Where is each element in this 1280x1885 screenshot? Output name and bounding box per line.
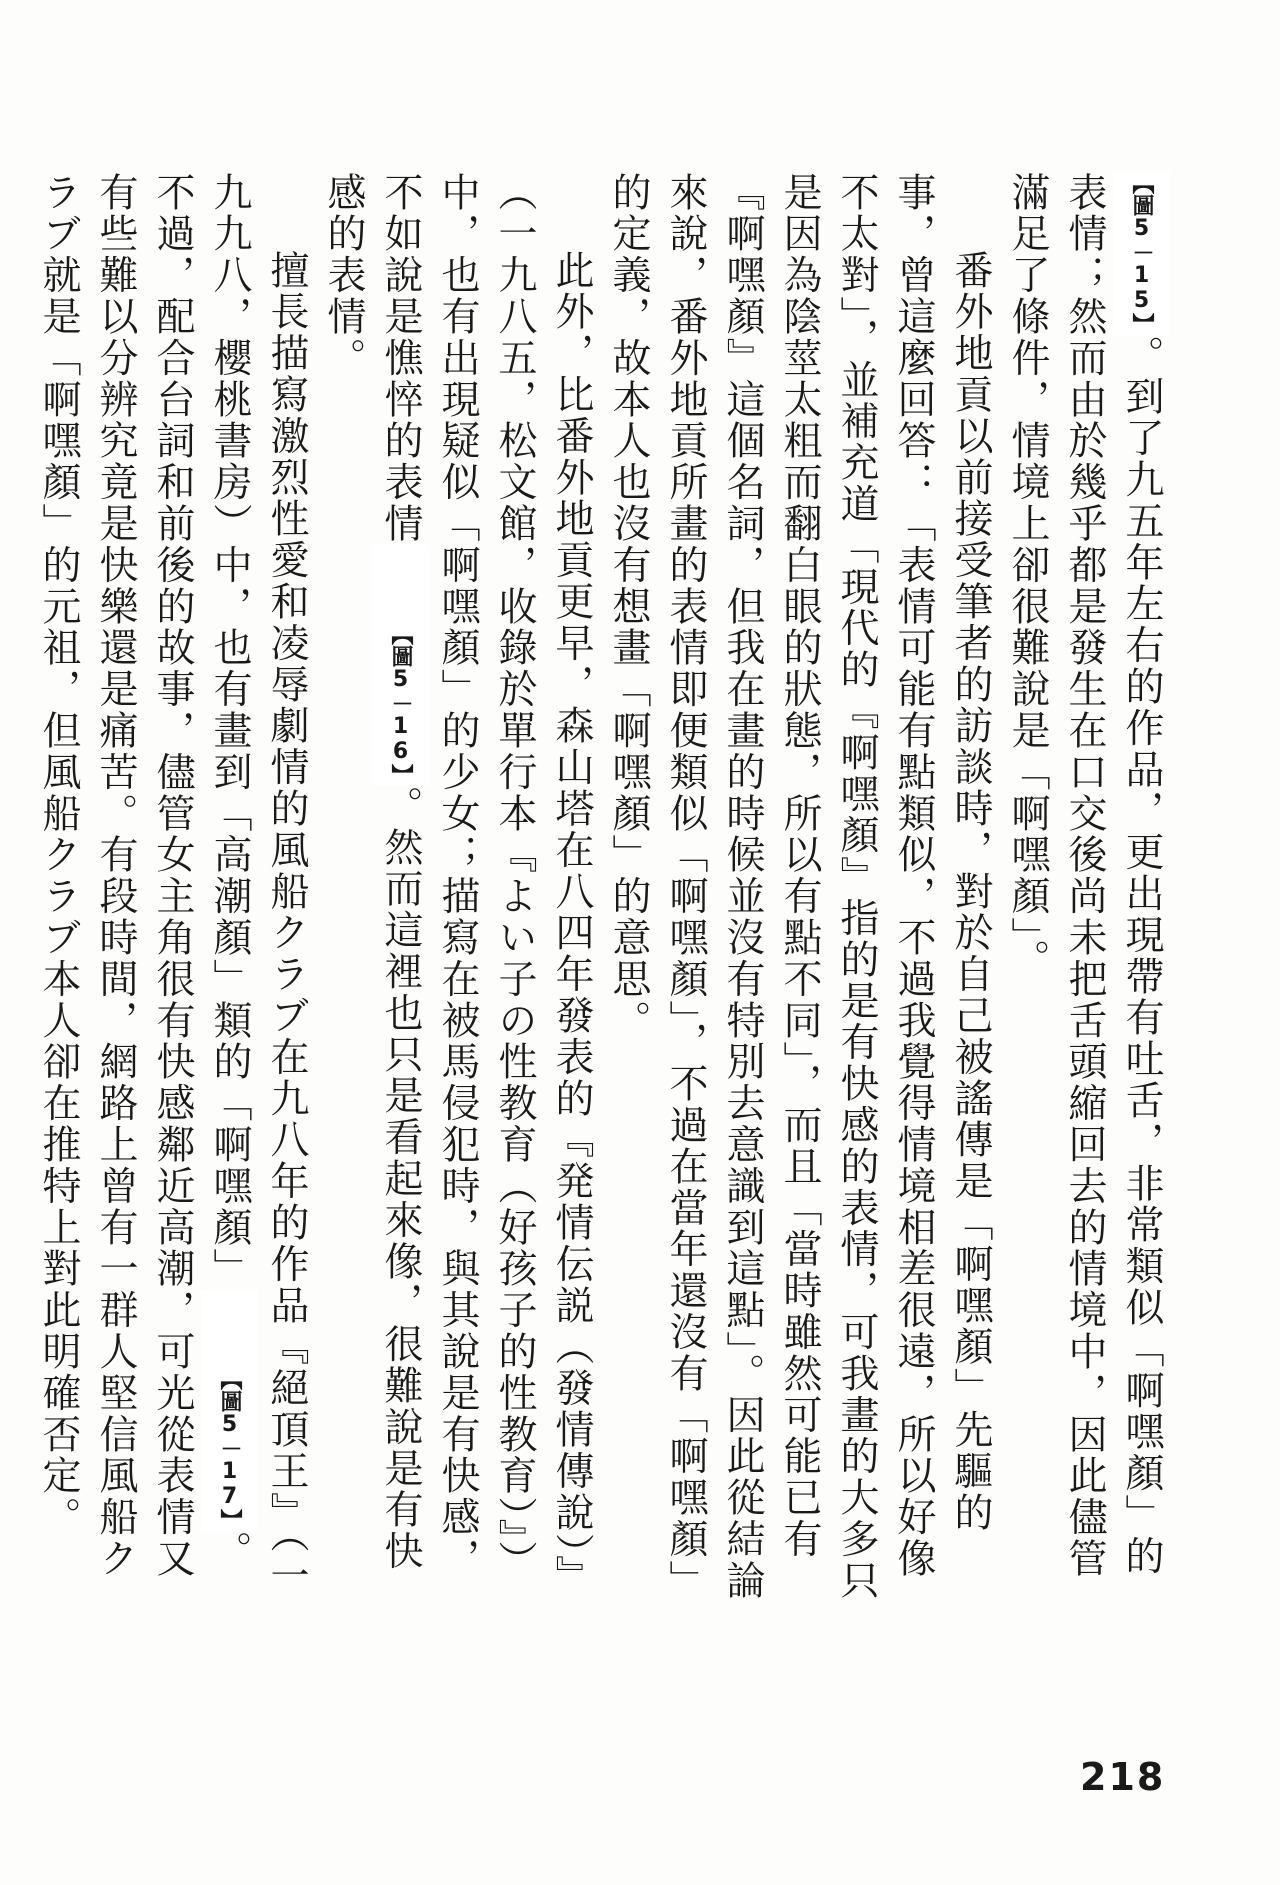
- paragraph: [315, 172, 600, 1612]
- paragraph: [999, 172, 1170, 1612]
- figure-reference: 【圖5－15】: [1113, 172, 1170, 335]
- paragraph-text: 。不過，配合台詞和前後的故事，儘管女主角很有快感鄰近高潮，可光從表情又有些難以分辨究竟是快樂還是痛苦。有段時間，網路上曾有一群人堅信風船クラブ就是「啊嘿顏」的元祖，但風船クラブ本人卻在推特上對此明確否定。: [36, 172, 252, 1580]
- paragraph-text: 。到了九五年左右的作品，更出現帶有吐舌，非常類似「啊嘿顏」的表情；然而由於幾乎都是發生在口交後尚未把舌頭縮回去的情境中，因此儘管滿足了條件，情境上卻很難說是「啊嘿顏」。: [1005, 172, 1164, 1580]
- paragraph-text: 此外，比番外地貢更早，森山塔在八四年發表的『発情伝説（發情傳說）』（一九八五，松文館，收錄於單行本『よい子の性教育（好孩子的性教育）』）中，也有出現疑似「啊嘿顏」的少女；描寫在被馬侵犯時，與其說是有快感，不如說是憔悴的表情: [378, 172, 594, 1597]
- paragraph-text: 擅長描寫激烈性愛和凌辱劇情的風船クラブ在九八年的作品『絕頂王』（一九九八，櫻桃書房）中，也有畫到「高潮顏」類的「啊嘿顏」: [207, 172, 309, 1597]
- vertical-text-body: [36, 172, 1170, 1612]
- paragraph-text: 。然而這裡也只是看起來像，很難說是有快感的表情。: [321, 172, 423, 1573]
- paragraph: [30, 172, 315, 1612]
- figure-reference: 【圖5－16】: [372, 545, 429, 786]
- figure-reference: 【圖5－17】: [201, 1290, 258, 1531]
- page-number: 218: [1080, 1755, 1166, 1799]
- paragraph: [600, 172, 999, 1612]
- paragraph-text: 番外地貢以前接受筆者的訪談時，對於自己被謠傳是「啊嘿顏」先驅的事，曾這麼回答：「表情可能有點類似，不過我覺得情境相差很遠，所以好像不太對」，並補充道「現代的『啊嘿顏』指的是有快感的表情，可我畫的大多只是因為陰莖太粗而翻白眼的狀態，所以有點不同」，而且「當時雖然可能已有『啊嘿顏』這個名詞，但我在畫的時候並沒有特別去意識到這點」。因此從結論來說，番外地貢所畫的表情即便類似「啊嘿顏」，不過在當年還沒有「啊嘿顏」的定義，故本人也沒有想畫「啊嘿顏」的意思。: [606, 172, 993, 1602]
